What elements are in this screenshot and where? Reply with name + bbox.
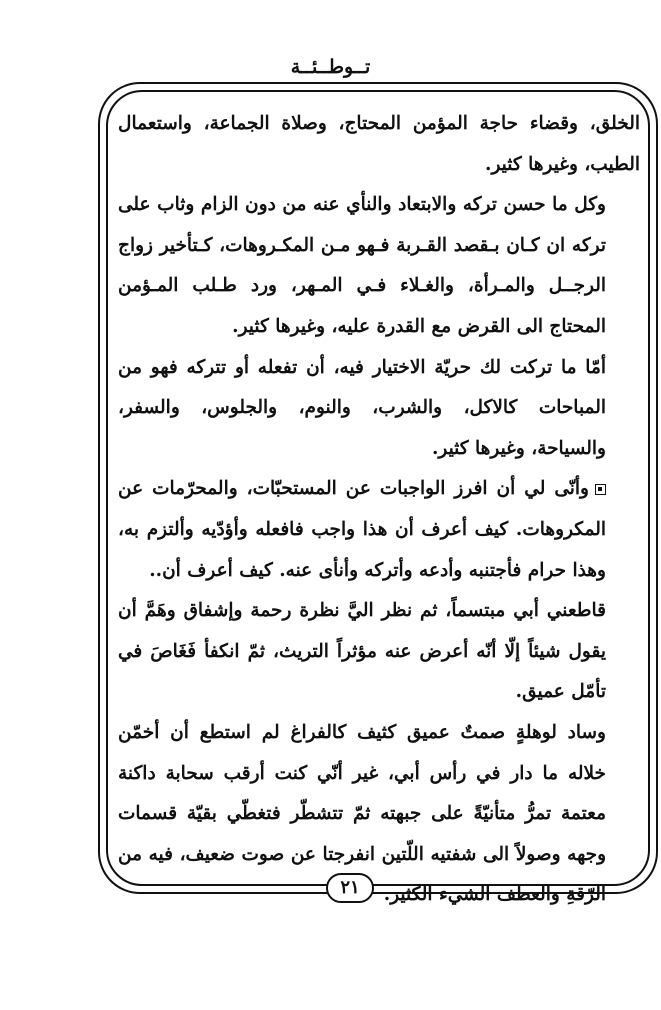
paragraph-text: قاطعني أبي مبتسماً، ثم نظر اليَّ نظرة رحمة وإشفاق وهَمَّ أن يقول شيئاً إلّا أنّه أعرض عنه مؤثراً التريث، ثمّ انكفأ فَغَاصَ في تأمّل عميق.: [118, 600, 606, 703]
square-bullet-icon: [595, 484, 606, 495]
paragraph: [118, 713, 640, 916]
paragraph-text: الخلق، وقضاء حاجة المؤمن المحتاج، وصلاة الجماعة، واستعمال الطيب، وغيرها كثير.: [118, 113, 640, 175]
page-number: ٢١: [326, 873, 374, 903]
paragraph: [118, 469, 640, 591]
paragraph-text: وكل ما حسن تركه والابتعاد والنأي عنه من دون الزام وثاب على تركه ان كـان بـقصد القـربة فـهو مـن المكـروهات، كـتأخير زواج الرجــل والمـرأة، والغـلاء فـي المـهر، ورد طـلب المـؤمن المحتاج الى القرض مع القدرة عليه، وغيرها كثير.: [118, 194, 606, 337]
paragraph-text: وساد لوهلةٍ صمتٌ عميق كثيف كالفراغ لم استطع أن أخمّن خلاله ما دار في رأس أبي، غير أنّي كنت أرقب سحابة داكنة معتمة تمرُّ متأنيّةً على جبهته ثمّ تتشطّر فتغطّي بقيّة قسمات وجهه وصولاً الى شفتيه اللّتين انفرجتا عن صوت ضعيف، فيه من الرّقةِ والعطف الشيء الكثير.: [118, 721, 606, 906]
paragraph: [118, 185, 640, 347]
paragraph-text: أمّا ما تركت لك حريّة الاختيار فيه، أن تفعله أو تتركه فهو من المباحات كالاكل، والشرب، والنوم، والجلوس، والسفر، والسياحة، وغيرها كثير.: [118, 356, 606, 459]
running-header: تــوطــئــة: [290, 56, 371, 78]
paragraph: [118, 348, 640, 470]
paragraph: [118, 104, 640, 185]
paragraph-text: وأنّى لي أن افرز الواجبات عن المستحبّات، والمحرّمات عن المكروهات. كيف أعرف أن هذا واجب فافعله وأؤدّيه وألتزم به، وهذا حرام فأجتنبه وأدعه وأتركه وأنأى عنه. كيف أعرف أن..: [118, 478, 606, 581]
paragraph: [118, 591, 640, 713]
